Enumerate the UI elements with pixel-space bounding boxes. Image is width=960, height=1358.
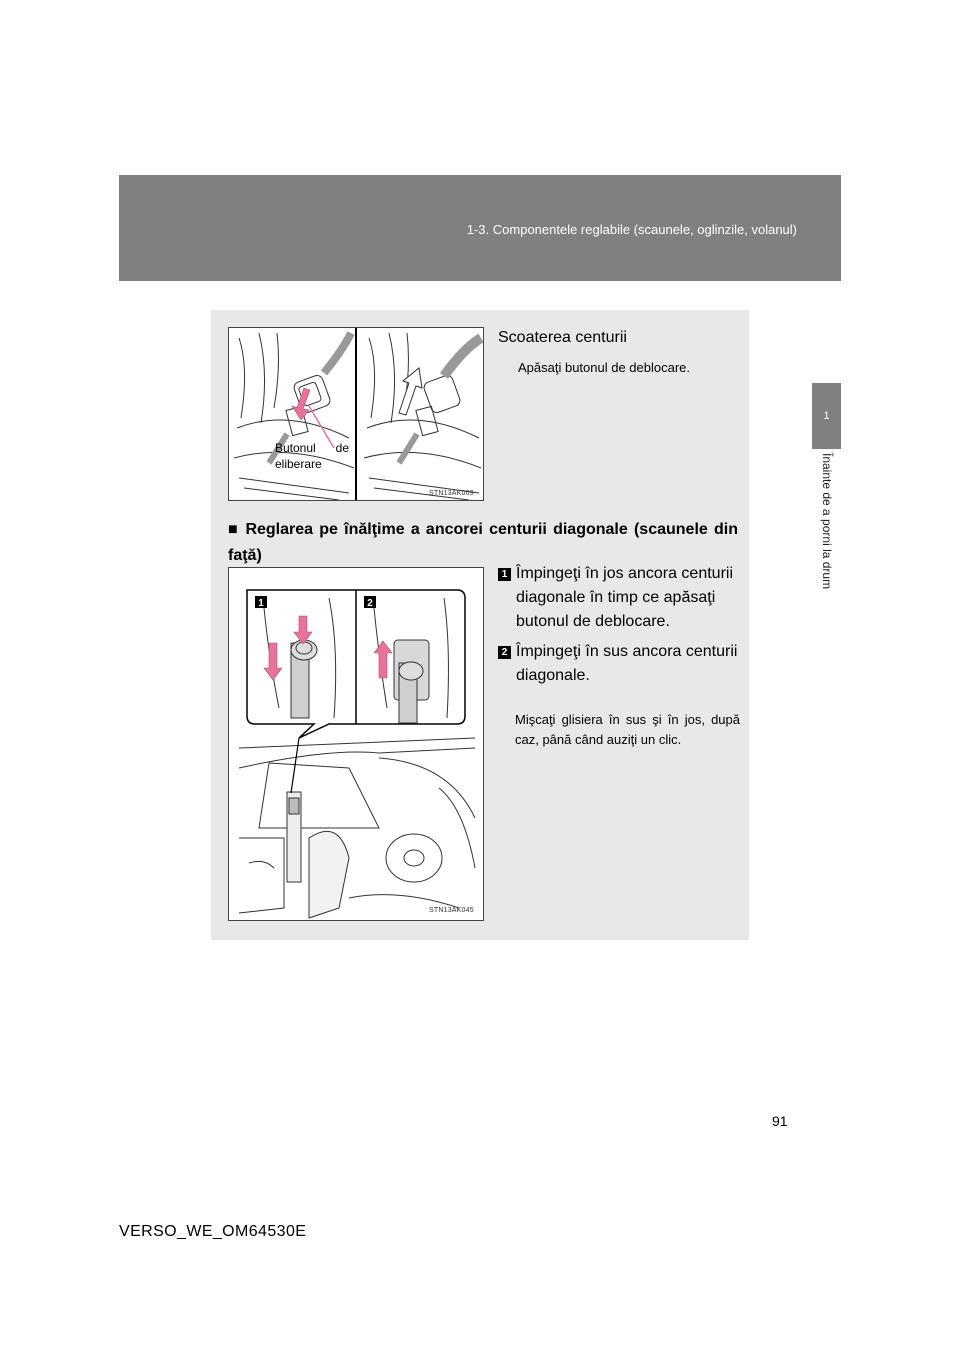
- section-title: 1-3. Componentele reglabile (scaunele, oglinzile, volanul): [466, 222, 797, 237]
- chapter-number: 1: [823, 410, 830, 422]
- step-text: Împingeţi în sus ancora centurii diagonale.: [516, 643, 738, 684]
- step-text: Împingeţi în jos ancora centurii diagonale în timp ce apăsaţi butonul de deblocare.: [516, 565, 733, 630]
- header-bar: [119, 175, 841, 281]
- badge-1: 1: [258, 598, 264, 609]
- bullet-icon: ■: [228, 521, 240, 538]
- page-number: 91: [772, 1113, 788, 1129]
- chapter-label-tab: [812, 449, 841, 639]
- step-number-badge: 2: [498, 646, 511, 659]
- step-item: [498, 640, 738, 688]
- slider-note: Mişcaţi glisiera în sus şi în jos, după caz, până când auziţi un clic.: [515, 712, 740, 747]
- step-list: [498, 562, 738, 694]
- document-code: VERSO_WE_OM64530E: [119, 1223, 307, 1240]
- chapter-tab: [812, 383, 841, 449]
- remove-belt-heading: Scoaterea centurii: [498, 329, 627, 346]
- anchor-adjust-illustration: [229, 568, 484, 921]
- seat-buckle-illustration: [229, 328, 484, 501]
- step-item: [498, 562, 738, 634]
- remove-belt-note: Apăsaţi butonul de deblocare.: [518, 360, 691, 375]
- badge-2: 2: [367, 598, 373, 609]
- step-number-badge: 1: [498, 568, 511, 581]
- figure-release-belt: [228, 327, 484, 501]
- figure-anchor-adjust: [228, 567, 484, 921]
- figure-code: STN13AK045: [429, 907, 474, 914]
- release-button-label: Butonul de eliberare: [275, 441, 349, 471]
- figure-code: STN13AK009: [429, 490, 474, 497]
- chapter-label: Înainte de a porni la drum: [820, 453, 834, 590]
- section-heading-text: Reglarea pe înălţime a ancorei centurii diagonale (scaunele din faţă): [228, 521, 738, 564]
